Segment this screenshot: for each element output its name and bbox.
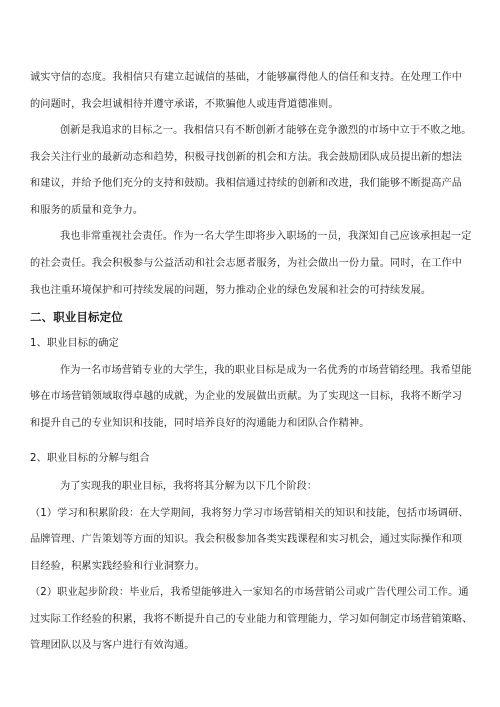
paragraph-line: （1）学习和积累阶段：在大学期间，我将努力学习市场营销相关的知识和技能，包括市场调研、 bbox=[30, 508, 469, 519]
paragraph-line: 创新是我追求的目标之一。我相信只有不断创新才能够在竞争激烈的市场中立于不败之地。 bbox=[60, 125, 472, 136]
paragraph-line: 和提升自己的专业知识和技能，同时培养良好的沟通能力和团队合作精神。 bbox=[30, 418, 370, 429]
paragraph-line: 过实际工作经验的积累，我将不断提升自己的专业能力和管理能力，学习如何制定市场营销策略、 bbox=[30, 614, 473, 625]
paragraph-line: 的社会责任。我会积极参与公益活动和社会志愿者服务，为社会做出一份力量。同时，在工作中 bbox=[30, 258, 463, 269]
paragraph-line: 管理团队以及与客户进行有效沟通。 bbox=[30, 640, 195, 651]
paragraph-line: 够在市场营销领域取得卓越的成就，为企业的发展做出贡献。为了实现这一目标，我将不断学习 bbox=[30, 391, 463, 402]
paragraph-line: 的问题时，我会坦诚相待并遵守承诺，不欺骗他人或违背道德准则。 bbox=[30, 99, 339, 110]
paragraph-line: 目经验，积累实践经验和行业洞察力。 bbox=[30, 561, 205, 572]
paragraph-line: 诚实守信的态度。我相信只有建立起诚信的基础，才能够赢得他人的信任和支持。在处理工作中 bbox=[30, 72, 463, 83]
paragraph-line: 和建议，并给予他们充分的支持和鼓励。我相信通过持续的创新和改进，我们能够不断提高产品 bbox=[30, 178, 463, 189]
paragraph-line: 品牌管理、广告策划等方面的知识。我会积极参加各类实践课程和实习机会，通过实际操作和项 bbox=[30, 534, 463, 545]
section-heading: 二、职业目标定位 bbox=[30, 310, 123, 324]
subsection-heading: 2、职业目标的分解与组合 bbox=[30, 453, 150, 464]
paragraph-line: 我也非常重视社会责任。作为一名大学生即将步入职场的一员，我深知自己应该承担起一定 bbox=[60, 231, 472, 242]
paragraph-line: （2）职业起步阶段：毕业后，我希望能够进入一家知名的市场营销公司或广告代理公司工作。通 bbox=[30, 587, 469, 598]
paragraph-line: 作为一名市场营销专业的大学生，我的职业目标是成为一名优秀的市场营销经理。我希望能 bbox=[60, 365, 472, 376]
subsection-heading: 1、职业目标的确定 bbox=[30, 338, 119, 349]
paragraph-line: 和服务的质量和竞争力。 bbox=[30, 205, 144, 216]
paragraph-line: 我也注重环境保护和可持续发展的问题，努力推动企业的绿色发展和社会的可持续发展。 bbox=[30, 285, 432, 296]
paragraph-line: 为了实现我的职业目标，我将将其分解为以下几个阶段： bbox=[60, 481, 318, 492]
paragraph-line: 我会关注行业的最新动态和趋势，积极寻找创新的机会和方法。我会鼓励团队成员提出新的想法 bbox=[30, 152, 463, 163]
